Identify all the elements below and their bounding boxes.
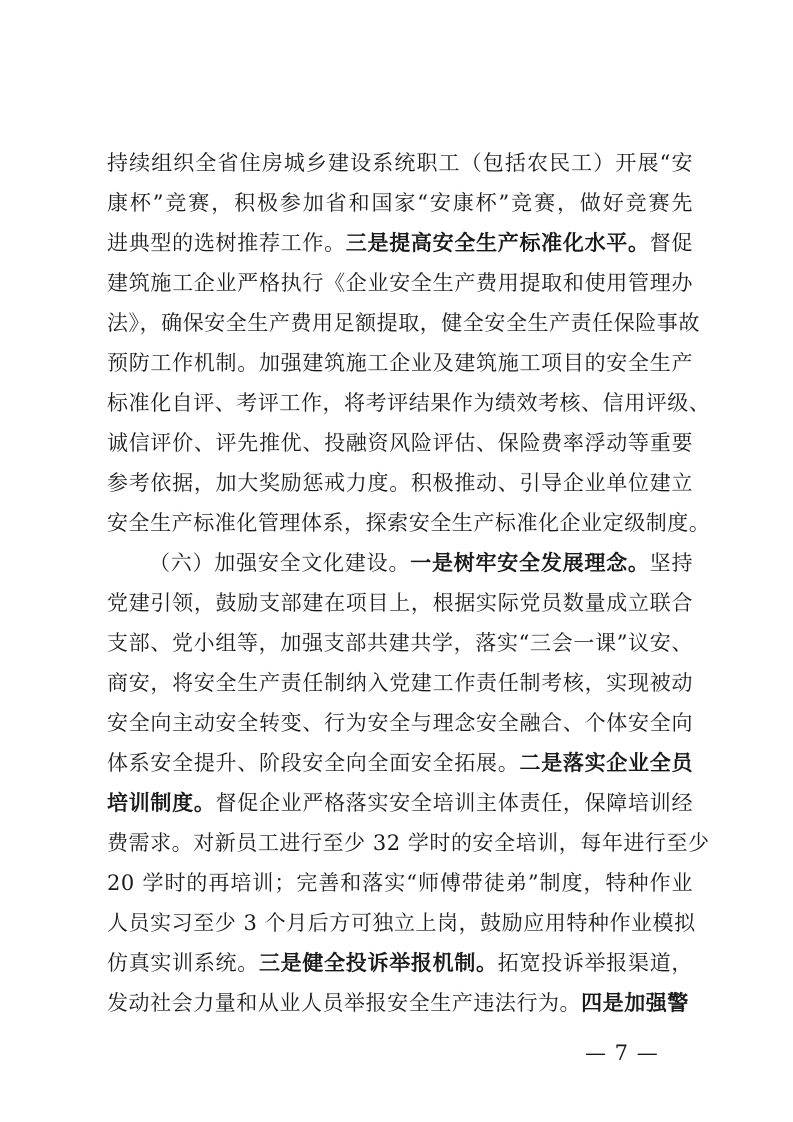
bold-text-segment: 一是树牢安全发展理念。: [410, 550, 650, 575]
text-segment: 持续组织全省住房城乡建设系统职工（包括农民工）开展“安: [107, 151, 693, 175]
text-segment: 人员实习至少 3 个月后方可独立上岗，鼓励应用特种作业模拟: [107, 911, 696, 935]
text-line: [107, 983, 693, 1023]
text-line: [107, 343, 693, 383]
text-line: [107, 223, 693, 263]
text-segment: 党建引领，鼓励支部建在项目上，根据实际党员数量成立联合: [107, 591, 693, 615]
text-line: [107, 183, 693, 223]
bold-text-segment: 三是提高安全生产标准化水平。: [345, 230, 650, 255]
text-segment: 支部、党小组等，加强支部共建共学，落实“三会一课”议安、: [107, 631, 693, 655]
text-segment: 建筑施工企业严格执行《企业安全生产费用提取和使用管理办: [107, 271, 693, 295]
text-line: [107, 623, 693, 663]
text-line: [107, 863, 693, 903]
text-line: [107, 423, 693, 463]
text-segment: 20 学时的再培训；完善和落实“师傅带徒弟”制度，特种作业: [107, 871, 693, 895]
text-line: [107, 503, 711, 543]
text-line: [107, 383, 711, 423]
text-line: [107, 543, 693, 583]
text-line: [107, 943, 693, 983]
text-segment: 法》，确保安全生产费用足额提取，健全安全生产责任保险事故: [107, 311, 700, 335]
text-segment: 进典型的选树推荐工作。: [107, 231, 346, 255]
text-line: [107, 703, 693, 743]
text-segment: 督促企业严格落实安全培训主体责任，保障培训经: [215, 791, 693, 815]
text-segment: 仿真实训系统。: [107, 951, 259, 975]
text-segment: 康杯”竞赛，积极参加省和国家“安康杯”竞赛，做好竞赛先: [107, 191, 693, 215]
text-segment: 督促: [649, 231, 693, 255]
text-line: [107, 263, 693, 303]
text-segment: 安全生产标准化管理体系，探索安全生产标准化企业定级制度。: [107, 511, 711, 535]
text-segment: 拓宽投诉举报渠道，: [497, 951, 693, 975]
text-segment: 发动社会力量和从业人员举报安全生产违法行为。: [107, 991, 582, 1015]
text-line: [107, 903, 696, 943]
bold-text-segment: 三是健全投诉举报机制。: [258, 950, 498, 975]
bold-text-segment: 培训制度。: [107, 790, 216, 815]
text-segment: 参考依据，加大奖励惩戒力度。积极推动、引导企业单位建立: [107, 471, 693, 495]
text-segment: 标准化自评、考评工作，将考评结果作为绩效考核、信用评级、: [107, 391, 711, 415]
bold-text-segment: 二是落实企业全员: [519, 750, 693, 775]
text-segment: 安全向主动安全转变、行为安全与理念安全融合、个体安全向: [107, 711, 693, 735]
text-line: [107, 663, 693, 703]
text-segment: 费需求。对新员工进行至少 32 学时的安全培训，每年进行至少: [107, 831, 710, 855]
text-segment: 诚信评价、评先推优、投融资风险评估、保险费率浮动等重要: [107, 431, 693, 455]
text-segment: 商安，将安全生产责任制纳入党建工作责任制考核，实现被动: [107, 671, 693, 695]
text-segment: 预防工作机制。加强建筑施工企业及建筑施工项目的安全生产: [107, 351, 693, 375]
text-line: [107, 463, 693, 503]
bold-text-segment: 四是加强警: [581, 990, 689, 1015]
text-line: [107, 143, 693, 183]
text-line: [107, 583, 693, 623]
text-segment: 体系安全提升、阶段安全向全面安全拓展。: [107, 751, 520, 775]
text-segment: （六）加强安全文化建设。: [149, 551, 411, 575]
text-line: [107, 783, 693, 823]
text-line: [107, 303, 700, 343]
text-segment: 坚持: [649, 551, 693, 575]
text-line: [107, 743, 693, 783]
page-number: — 7 —: [585, 1041, 659, 1065]
body-text: [107, 143, 711, 1023]
text-line: [107, 823, 710, 863]
